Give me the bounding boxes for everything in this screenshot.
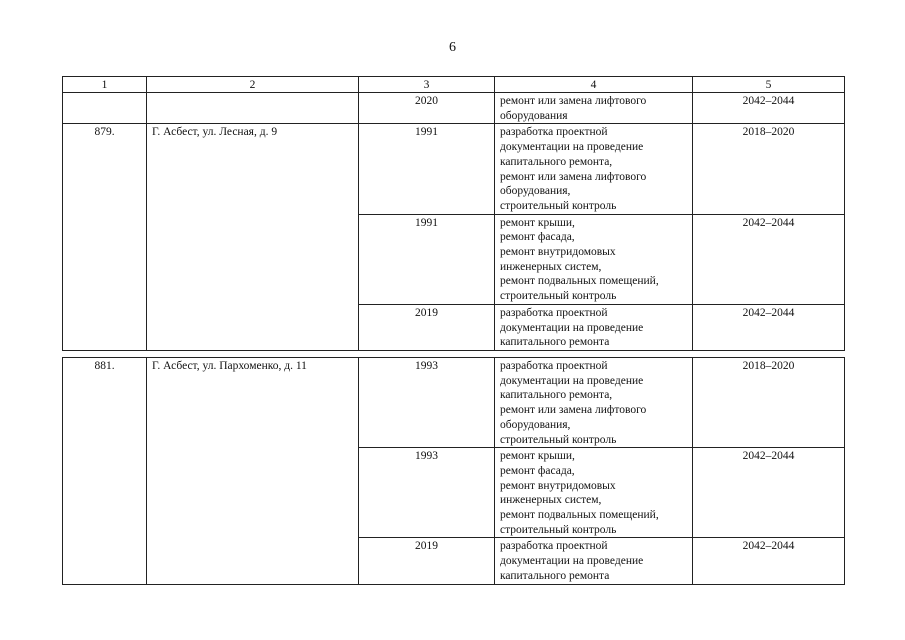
period-cell: 2042–2044 (693, 448, 845, 538)
work-cell (495, 93, 693, 124)
work-line: ремонт фасада, (500, 464, 575, 477)
work-line: ремонт или замена лифтового (500, 95, 647, 107)
work-line: ремонт крыши, (500, 216, 575, 229)
year-cell: 1993 (359, 358, 495, 448)
building-address: Г. Асбест, ул. Пархоменко, д. 11 (147, 358, 359, 585)
work-line: документации на проведение (500, 374, 644, 387)
year-cell: 2020 (359, 93, 495, 124)
work-line: разработка проектной (500, 540, 608, 553)
work-line: строительный контроль (500, 523, 617, 536)
year-cell: 2019 (359, 538, 495, 584)
work-line: ремонт или замена лифтового (500, 170, 647, 183)
year-cell: 1991 (359, 214, 495, 304)
building-number: 879. (63, 124, 147, 351)
work-cell (495, 124, 693, 214)
number-cell (63, 93, 147, 124)
period-cell: 2018–2020 (693, 124, 845, 214)
work-cell (495, 214, 693, 304)
column-number-3: 3 (359, 77, 495, 93)
work-cell (495, 358, 693, 448)
work-line: разработка проектной (500, 306, 608, 319)
work-cell (495, 304, 693, 350)
work-line: капитального ремонта (500, 569, 610, 582)
register-table-part-1 (62, 76, 845, 351)
work-line: капитального ремонта, (500, 155, 613, 168)
page-number: 6 (449, 40, 456, 55)
work-line: ремонт подвальных помещений, (500, 275, 659, 288)
period-cell: 2042–2044 (693, 304, 845, 350)
building-number: 881. (63, 358, 147, 585)
building-row (63, 358, 845, 448)
work-line: оборудования (500, 109, 568, 122)
address-cell (147, 93, 359, 124)
work-line: ремонт крыши, (500, 450, 575, 463)
work-line: строительный контроль (500, 199, 617, 212)
work-line: документации на проведение (500, 321, 644, 334)
period-cell: 2042–2044 (693, 538, 845, 584)
work-line: ремонт подвальных помещений, (500, 509, 659, 522)
column-number-5: 5 (693, 77, 845, 93)
work-cell (495, 538, 693, 584)
column-number-row (63, 77, 845, 93)
column-number-2: 2 (147, 77, 359, 93)
year-cell: 1991 (359, 124, 495, 214)
work-line: капитального ремонта (500, 336, 610, 349)
year-cell: 1993 (359, 448, 495, 538)
work-line: строительный контроль (500, 290, 617, 303)
work-line: ремонт фасада, (500, 231, 575, 244)
work-line: капитального ремонта, (500, 389, 613, 402)
work-line: ремонт внутридомовых (500, 479, 616, 492)
column-number-4: 4 (495, 77, 693, 93)
work-line: документации на проведение (500, 141, 644, 154)
period-cell: 2018–2020 (693, 358, 845, 448)
column-number-1: 1 (63, 77, 147, 93)
building-row (63, 124, 845, 214)
work-line: оборудования, (500, 418, 571, 431)
continuation-row (63, 93, 845, 124)
work-line: строительный контроль (500, 433, 617, 446)
work-line: инженерных систем, (500, 494, 602, 507)
work-line: разработка проектной (500, 126, 608, 139)
work-line: ремонт или замена лифтового (500, 404, 647, 417)
register-table-part-2 (62, 357, 845, 585)
work-line: разработка проектной (500, 360, 608, 372)
period-cell: 2042–2044 (693, 214, 845, 304)
period-cell: 2042–2044 (693, 93, 845, 124)
work-line: документации на проведение (500, 555, 644, 568)
work-line: оборудования, (500, 185, 571, 198)
work-line: ремонт внутридомовых (500, 246, 616, 259)
year-cell: 2019 (359, 304, 495, 350)
work-line: инженерных систем, (500, 260, 602, 273)
building-address: Г. Асбест, ул. Лесная, д. 9 (147, 124, 359, 351)
work-cell (495, 448, 693, 538)
